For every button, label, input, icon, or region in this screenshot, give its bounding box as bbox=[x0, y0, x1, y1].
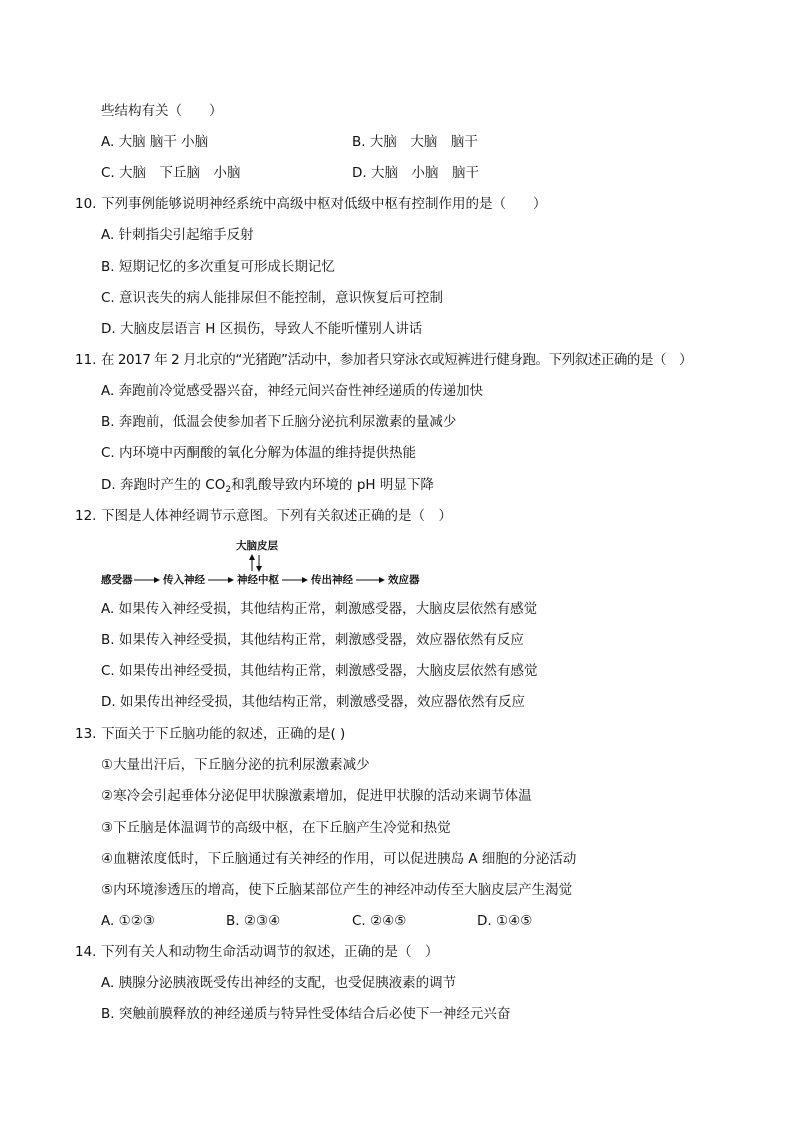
question-number: 14. bbox=[75, 944, 97, 960]
question-number: 13. bbox=[75, 726, 97, 742]
option-text: 胰腺分泌胰液既受传出神经的支配，也受促胰液素的调节 bbox=[118, 975, 457, 991]
question-stem: 下列有关人和动物生命活动调节的叙述，正确的是（ ） bbox=[101, 944, 439, 960]
option-text: 短期记忆的多次重复可形成长期记忆 bbox=[118, 259, 335, 275]
option-d bbox=[101, 319, 422, 339]
question-stem: 下面关于下丘脑功能的叙述，正确的是( ) bbox=[101, 726, 346, 742]
option-text: ②④⑤ bbox=[370, 913, 407, 929]
option-text-after: 和乳酸导致内环境的 pH 明显下降 bbox=[231, 477, 434, 493]
diagram-node-efferent: 传出神经 bbox=[311, 574, 353, 586]
question-stem-continuation: 些结构有关（ ） bbox=[101, 103, 223, 119]
option-label: B. bbox=[101, 259, 115, 275]
option-b bbox=[352, 132, 478, 152]
option-label: B. bbox=[226, 913, 240, 929]
diagram-node-effector: 效应器 bbox=[388, 574, 420, 586]
option-label: D. bbox=[352, 165, 367, 181]
option-a bbox=[101, 599, 537, 619]
option-c bbox=[101, 443, 416, 463]
option-label: C. bbox=[101, 663, 115, 679]
option-label: D. bbox=[101, 477, 116, 493]
option-d bbox=[352, 163, 479, 183]
question-number: 11. bbox=[75, 352, 97, 368]
diagram-label-cortex: 大脑皮层 bbox=[236, 540, 278, 552]
option-b bbox=[101, 1004, 510, 1024]
option-label: C. bbox=[101, 165, 115, 181]
diagram-node-afferent: 传入神经 bbox=[163, 574, 205, 586]
option-label: A. bbox=[101, 383, 115, 399]
option-b bbox=[101, 630, 524, 650]
option-a bbox=[101, 225, 254, 245]
option-d bbox=[101, 692, 525, 712]
option-b bbox=[101, 412, 456, 432]
option-text: 大脑 脑干 小脑 bbox=[118, 134, 209, 150]
option-text: ①④⑤ bbox=[495, 913, 533, 929]
option-label: C. bbox=[352, 913, 366, 929]
option-label: A. bbox=[101, 227, 115, 243]
option-d bbox=[101, 475, 434, 495]
option-text: 突触前膜释放的神经递质与特异性受体结合后必使下一神经元兴奋 bbox=[118, 1006, 511, 1022]
question-stem: 下图是人体神经调节示意图。下列有关叙述正确的是（ ） bbox=[101, 508, 452, 524]
option-text: ①②③ bbox=[118, 913, 155, 929]
option-text: 大脑 下丘脑 小脑 bbox=[119, 165, 241, 181]
option-text: 如果传出神经受损，其他结构正常，刺激感受器，效应器依然有反应 bbox=[119, 694, 525, 710]
option-label: A. bbox=[101, 134, 115, 150]
option-label: C. bbox=[101, 445, 115, 461]
question-stem: 在 2017 年 2 月北京的“光猪跑”活动中，参加者只穿泳衣或短裤进行健身跑。下列叙述正确的是（ ） bbox=[101, 352, 693, 368]
option-label: A. bbox=[101, 913, 115, 929]
question-number: 12. bbox=[75, 508, 97, 524]
option-text: 意识丧失的病人能排尿但不能控制，意识恢复后可控制 bbox=[119, 290, 444, 306]
option-b bbox=[101, 257, 335, 277]
option-text: 大脑皮层语言 H 区损伤，导致人不能听懂别人讲话 bbox=[119, 321, 423, 337]
option-label: D. bbox=[101, 694, 116, 710]
option-a bbox=[101, 973, 456, 993]
option-text: 大脑 大脑 脑干 bbox=[369, 134, 478, 150]
option-c bbox=[101, 288, 443, 308]
option-a bbox=[101, 381, 483, 401]
option-label: D. bbox=[477, 913, 492, 929]
statement-item: ③下丘脑是体温调节的高级中枢，在下丘脑产生冷觉和热觉 bbox=[101, 820, 451, 836]
option-text: 大脑 小脑 脑干 bbox=[370, 165, 479, 181]
option-text-before: 奔跑时产生的 CO bbox=[119, 477, 226, 493]
statement-item: ①大量出汗后，下丘脑分泌的抗利尿激素减少 bbox=[101, 757, 370, 773]
option-c bbox=[352, 911, 406, 931]
question-stem: 下列事例能够说明神经系统中高级中枢对低级中枢有控制作用的是（ ） bbox=[101, 196, 547, 212]
option-b bbox=[226, 911, 280, 931]
option-label: A. bbox=[101, 975, 115, 991]
option-label: B. bbox=[101, 1006, 115, 1022]
option-label: D. bbox=[101, 321, 116, 337]
option-c bbox=[101, 661, 538, 681]
option-a bbox=[101, 911, 155, 931]
diagram-node-receptor: 感受器 bbox=[101, 574, 133, 586]
question-number: 10. bbox=[75, 196, 97, 212]
option-text: ②③④ bbox=[243, 913, 281, 929]
option-text: 如果传入神经受损，其他结构正常，刺激感受器，效应器依然有反应 bbox=[118, 632, 524, 648]
option-label: C. bbox=[101, 290, 115, 306]
option-label: B. bbox=[101, 414, 115, 430]
option-text: 奔跑前冷觉感受器兴奋，神经元间兴奋性神经递质的传递加快 bbox=[118, 383, 484, 399]
option-d bbox=[477, 911, 532, 931]
diagram-node-center: 神经中枢 bbox=[237, 574, 279, 586]
subscript: 2 bbox=[225, 485, 232, 495]
option-text: 针刺指尖引起缩手反射 bbox=[118, 227, 254, 243]
option-label: B. bbox=[352, 134, 366, 150]
option-a bbox=[101, 132, 208, 152]
statement-item: ②寒冷会引起垂体分泌促甲状腺激素增加，促进甲状腺的活动来调节体温 bbox=[101, 788, 532, 804]
option-text: 奔跑前，低温会使参加者下丘脑分泌抗利尿激素的量减少 bbox=[118, 414, 457, 430]
option-c bbox=[101, 163, 241, 183]
option-text: 如果传入神经受损，其他结构正常，刺激感受器，大脑皮层依然有感觉 bbox=[118, 601, 538, 617]
statement-item: ④血糖浓度低时，下丘脑通过有关神经的作用，可以促进胰岛 A 细胞的分泌活动 bbox=[101, 851, 577, 867]
option-label: B. bbox=[101, 632, 115, 648]
option-text: 如果传出神经受损，其他结构正常，刺激感受器，大脑皮层依然有感觉 bbox=[119, 663, 538, 679]
statement-item: ⑤内环境渗透压的增高，使下丘脑某部位产生的神经冲动传至大脑皮层产生渴觉 bbox=[101, 882, 573, 898]
option-label: A. bbox=[101, 601, 115, 617]
option-text: 内环境中丙酮酸的氧化分解为体温的维持提供热能 bbox=[119, 445, 417, 461]
